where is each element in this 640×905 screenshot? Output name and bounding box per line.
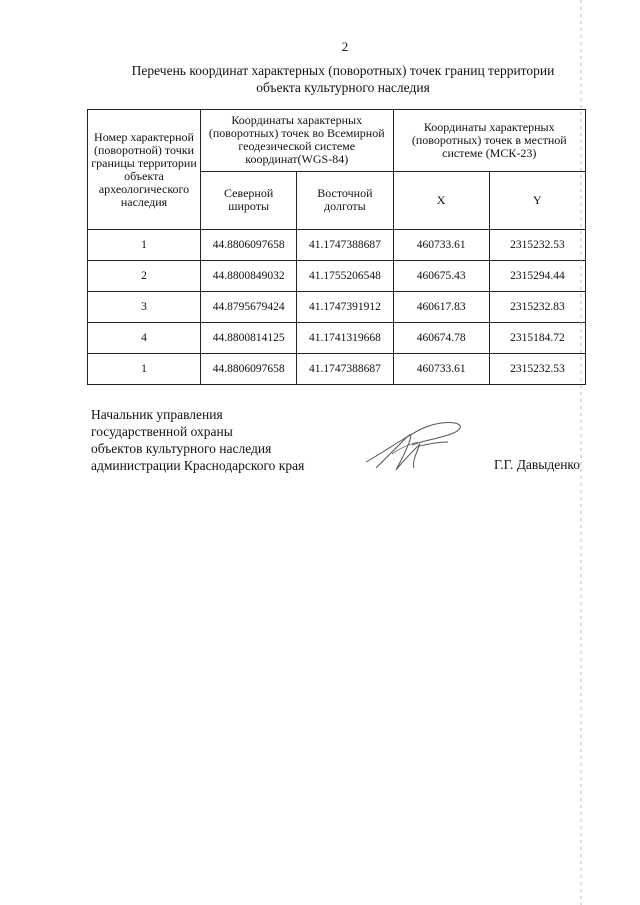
- subheader-y: Y: [489, 171, 585, 230]
- cell-point-number: 1: [88, 354, 201, 385]
- table-row: [88, 230, 586, 261]
- cell-y: 2315232.83: [489, 292, 585, 323]
- cell-point-number: 1: [88, 230, 201, 261]
- cell-y: 2315232.53: [489, 230, 585, 261]
- subheader-x: X: [393, 171, 489, 230]
- cell-latitude: 44.8795679424: [201, 292, 297, 323]
- cell-longitude: 41.1747388687: [297, 230, 393, 261]
- cell-x: 460617.83: [393, 292, 489, 323]
- scan-edge-line: [578, 0, 584, 905]
- page-number: 2: [341, 39, 349, 54]
- handwritten-signature: [362, 418, 472, 478]
- cell-y: 2315232.53: [489, 354, 585, 385]
- subheader-north-latitude: Северной широты: [201, 171, 297, 230]
- position-line-2: государственной охраны: [91, 424, 233, 439]
- cell-latitude: 44.8800814125: [201, 323, 297, 354]
- cell-longitude: 41.1741319668: [297, 323, 393, 354]
- cell-x: 460675.43: [393, 261, 489, 292]
- table-row: [88, 323, 586, 354]
- cell-longitude: 41.1755206548: [297, 261, 393, 292]
- document-title: [88, 62, 598, 96]
- subheader-east-longitude: Восточной долготы: [297, 171, 393, 230]
- cell-latitude: 44.8806097658: [201, 230, 297, 261]
- signatory-position: [91, 406, 304, 474]
- title-line-1: Перечень координат характерных (поворотных) точек границ территории: [131, 63, 555, 78]
- cell-x: 460733.61: [393, 230, 489, 261]
- cell-longitude: 41.1747391912: [297, 292, 393, 323]
- table-row: [88, 292, 586, 323]
- cell-y: 2315294.44: [489, 261, 585, 292]
- cell-x: 460674.78: [393, 323, 489, 354]
- position-line-4: администрации Краснодарского края: [91, 458, 305, 473]
- coordinates-table: [87, 109, 586, 385]
- header-msk23: Координаты характерных (поворотных) точек в местной системе (МСК-23): [393, 110, 586, 172]
- table-row: [88, 261, 586, 292]
- cell-latitude: 44.8800849032: [201, 261, 297, 292]
- signer-name: Г.Г. Давыденко: [494, 457, 581, 472]
- position-line-3: объектов культурного наследия: [91, 441, 272, 456]
- cell-longitude: 41.1747388687: [297, 354, 393, 385]
- table-row: [88, 354, 586, 385]
- cell-point-number: 4: [88, 323, 201, 354]
- position-line-1: Начальник управления: [91, 407, 223, 422]
- header-wgs84: Координаты характерных (поворотных) точек во Всемирной геодезической системе координат(WGS-84): [201, 110, 394, 172]
- cell-x: 460733.61: [393, 354, 489, 385]
- header-point-number: Номер характерной (поворотной) точки границы территории объекта археологического наследия: [88, 110, 201, 230]
- cell-point-number: 2: [88, 261, 201, 292]
- cell-y: 2315184.72: [489, 323, 585, 354]
- cell-latitude: 44.8806097658: [201, 354, 297, 385]
- cell-point-number: 3: [88, 292, 201, 323]
- title-line-2: объекта культурного наследия: [256, 80, 430, 95]
